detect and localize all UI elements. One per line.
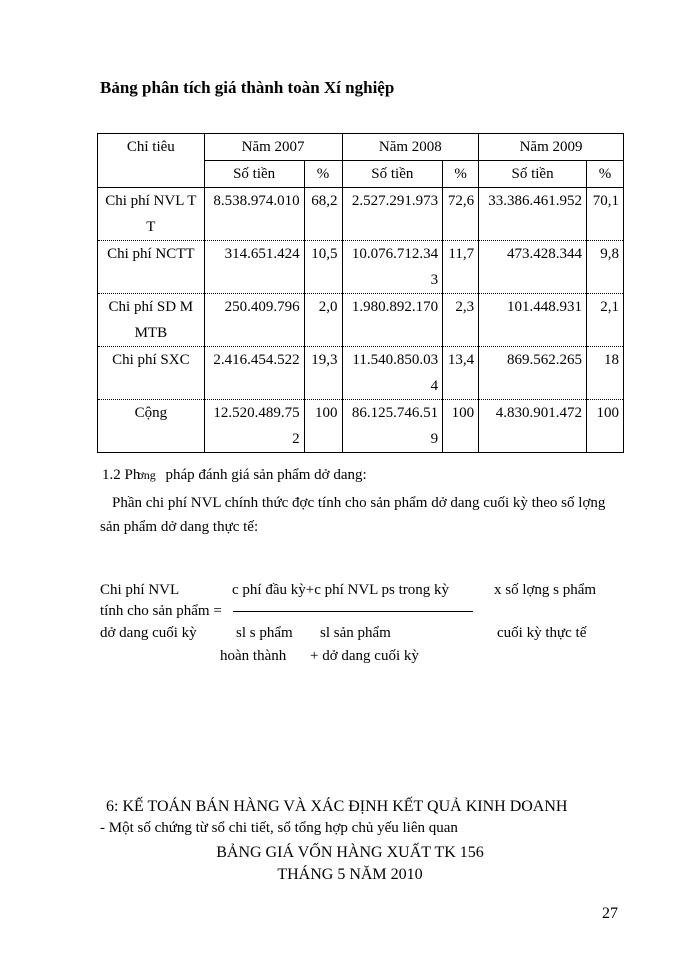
cell-amount: 2.416.454.522 — [204, 347, 304, 400]
subheader-percent: % — [443, 161, 479, 188]
section-title-rest: pháp đánh giá sản phẩm dở dang: — [165, 467, 367, 483]
cell-amount: 33.386.461.952 — [479, 188, 587, 241]
subheader-percent: % — [304, 161, 342, 188]
cell-percent: 13,4 — [443, 347, 479, 400]
subheader-amount: Số tiền — [342, 161, 443, 188]
cost-analysis-table — [97, 133, 624, 453]
cell-amount: 473.428.344 — [479, 241, 587, 294]
cell-amount: 8.538.974.010 — [204, 188, 304, 241]
table-row — [98, 294, 624, 347]
cell-amount: 250.409.796 — [204, 294, 304, 347]
cell-amount: 869.562.265 — [479, 347, 587, 400]
row-label: Chi phí NCTT — [98, 241, 205, 294]
header-criteria: Chỉ tiêu — [98, 134, 205, 188]
section-word-start: Ph — [124, 467, 141, 483]
table-row — [98, 188, 624, 241]
cell-percent: 2,0 — [304, 294, 342, 347]
cell-percent: 18 — [586, 347, 623, 400]
header-year: Năm 2007 — [204, 134, 342, 161]
row-label: Chi phí NVL TT — [98, 188, 205, 241]
section-number: 1.2 — [102, 467, 121, 483]
header-year: Năm 2008 — [342, 134, 479, 161]
cell-amount: 12.520.489.752 — [204, 400, 304, 453]
formula-numerator: c phí đầu kỳ+c phí NVL ps trong kỳ — [232, 582, 450, 598]
formula-lhs-line2: tính cho sản phẩm = — [100, 603, 222, 619]
formula-rhs-line1: x số lợng s phẩm — [494, 582, 597, 598]
formula-denominator-1a: sl s phẩm — [236, 625, 293, 641]
cell-percent: 10,5 — [304, 241, 342, 294]
cell-amount: 2.527.291.973 — [342, 188, 443, 241]
cell-percent: 100 — [443, 400, 479, 453]
section-word-end: ơng — [137, 468, 156, 482]
page-number: 27 — [602, 905, 618, 922]
subheader-amount: Số tiền — [479, 161, 587, 188]
body-paragraph: Phần chi phí NVL chính thức đợc tính cho sản phẩm dở dang cuối kỳ theo số lợng sản phẩm dở dang thực tế: — [100, 495, 606, 535]
header-year: Năm 2009 — [479, 134, 624, 161]
row-label: Cộng — [98, 400, 205, 453]
formula-rhs-line2: cuối kỳ thực tế — [497, 625, 587, 641]
cell-amount: 10.076.712.343 — [342, 241, 443, 294]
table-title: Bảng phân tích giá thành toàn Xí nghiệp — [100, 78, 395, 97]
cell-amount: 4.830.901.472 — [479, 400, 587, 453]
table-header-row — [98, 134, 624, 161]
row-label: Chi phí SXC — [98, 347, 205, 400]
cell-percent: 9,8 — [586, 241, 623, 294]
price-table-title: BẢNG GIÁ VỐN HÀNG XUẤT TK 156 — [216, 844, 484, 861]
formula-denominator-2a: hoàn thành — [220, 648, 287, 664]
fraction-line — [233, 611, 473, 612]
formula-denominator-1b: sl sản phẩm — [320, 625, 391, 641]
table-row — [98, 241, 624, 294]
cell-percent: 100 — [304, 400, 342, 453]
cell-amount: 11.540.850.034 — [342, 347, 443, 400]
cell-percent: 70,1 — [586, 188, 623, 241]
subheader-amount: Số tiền — [204, 161, 304, 188]
price-table-month: THÁNG 5 NĂM 2010 — [277, 866, 423, 883]
cell-amount: 86.125.746.519 — [342, 400, 443, 453]
cell-percent: 72,6 — [443, 188, 479, 241]
cell-percent: 2,1 — [586, 294, 623, 347]
section-6-subtitle: - Một số chứng từ sổ chi tiết, sổ tổng hợp chủ yếu liên quan — [100, 820, 458, 836]
table-row — [98, 347, 624, 400]
cell-percent: 100 — [586, 400, 623, 453]
formula-lhs-line1: Chi phí NVL — [100, 582, 180, 598]
row-label: Chi phí SD MMTB — [98, 294, 205, 347]
cell-amount: 1.980.892.170 — [342, 294, 443, 347]
cell-percent: 68,2 — [304, 188, 342, 241]
section-heading-6: 6: KẾ TOÁN BÁN HÀNG VÀ XÁC ĐỊNH KẾT QUẢ KINH DOANH — [106, 798, 568, 815]
formula-denominator-2b: + dở dang cuối kỳ — [310, 648, 419, 664]
cell-percent: 11,7 — [443, 241, 479, 294]
cell-amount: 314.651.424 — [204, 241, 304, 294]
subheader-percent: % — [586, 161, 623, 188]
cell-percent: 19,3 — [304, 347, 342, 400]
section-heading-1-2 — [102, 467, 367, 484]
table-total-row — [98, 400, 624, 453]
formula-lhs-line3: dở dang cuối kỳ — [100, 625, 197, 641]
cell-amount: 101.448.931 — [479, 294, 587, 347]
cell-percent: 2,3 — [443, 294, 479, 347]
